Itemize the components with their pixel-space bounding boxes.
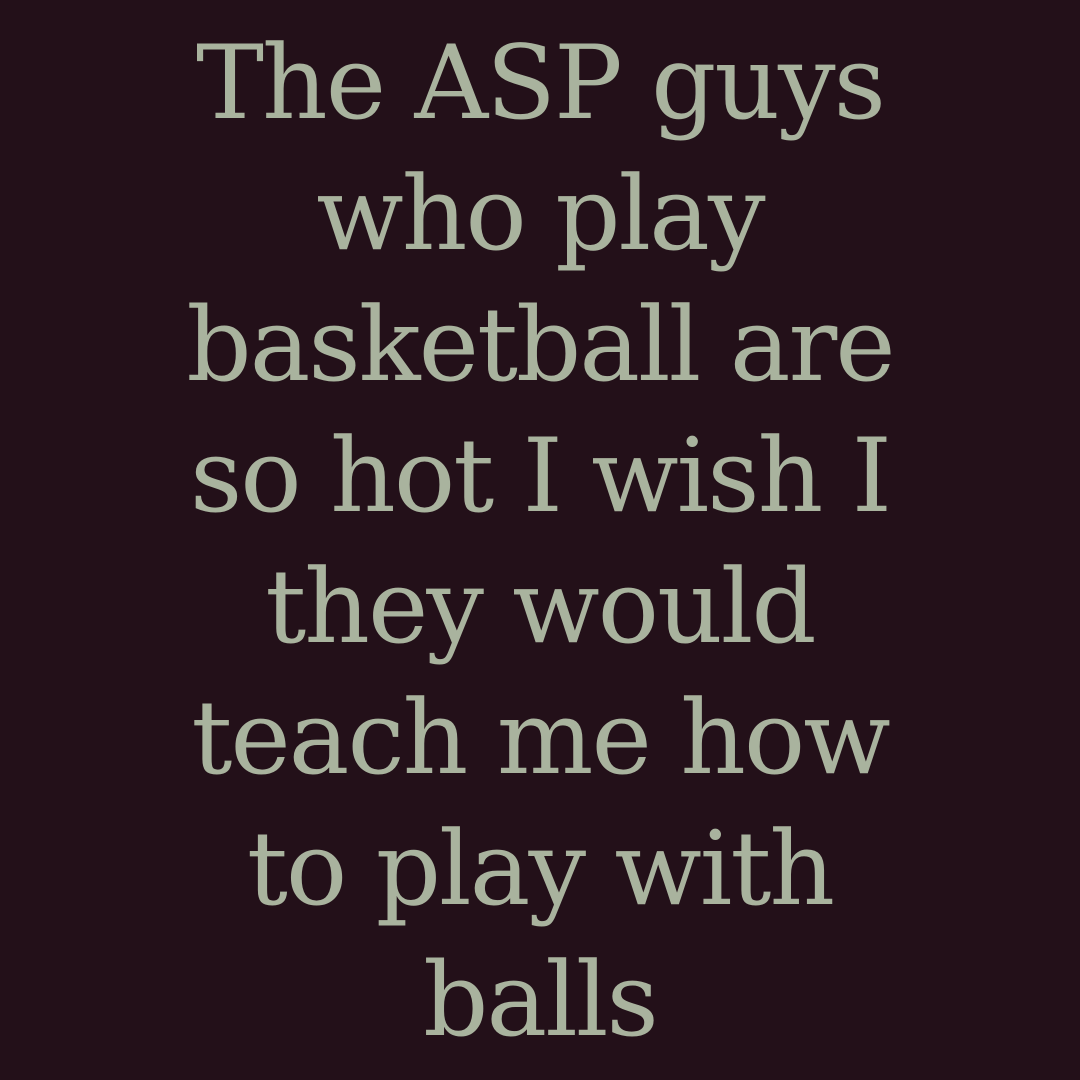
quote-line-4: so hot I wish I <box>189 417 891 536</box>
quote-line-7: to play with <box>246 810 834 929</box>
quote-line-6: teach me how <box>191 679 889 798</box>
quote-line-5: they would <box>265 548 815 667</box>
quote-line-3: basketball are <box>186 286 894 405</box>
quote-line-1: The ASP guys <box>195 24 885 143</box>
quote-text <box>0 18 1080 1066</box>
quote-line-8: balls <box>423 941 657 1060</box>
quote-line-2: who play <box>316 155 764 274</box>
